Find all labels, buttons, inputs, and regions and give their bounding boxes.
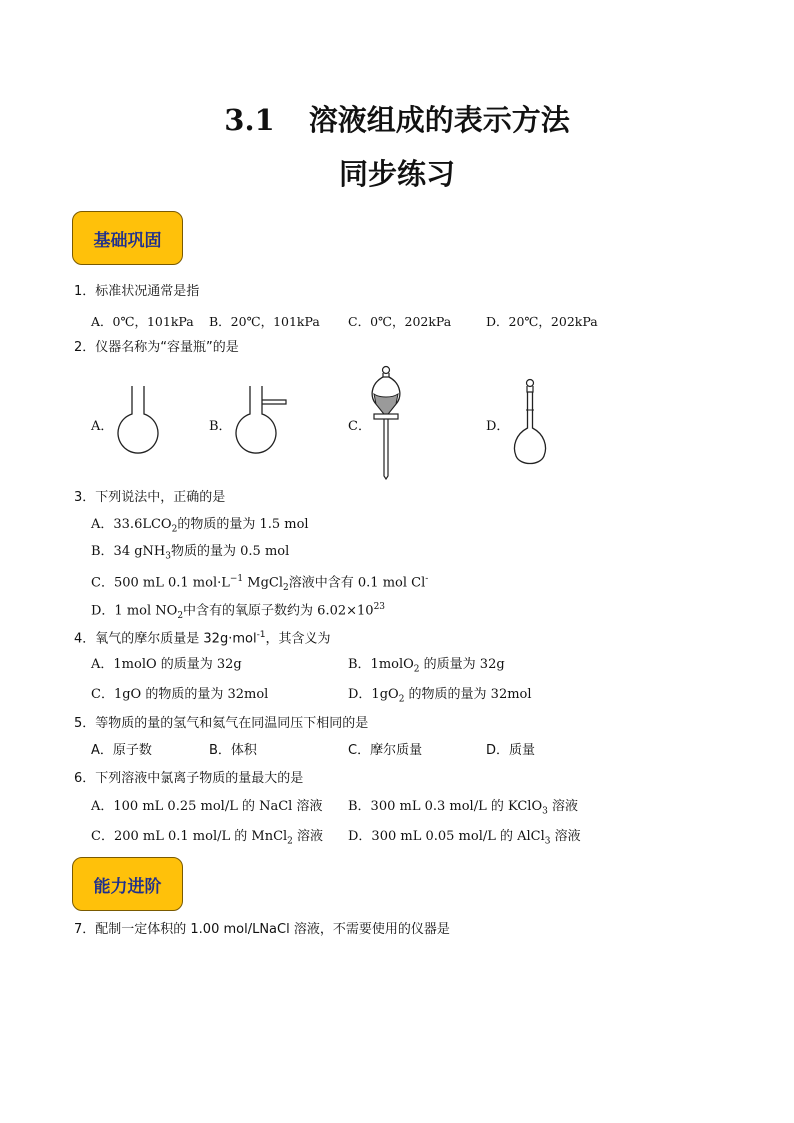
q6c-text-2: 溶液 — [292, 829, 324, 844]
q2-option-d-label: D． — [486, 419, 510, 434]
q2-option-a-label: A． — [91, 419, 114, 434]
q6-option-a: A．100 mL 0.25 mol/L 的 NaCl 溶液 — [91, 799, 323, 814]
volumetric-flask-icon — [510, 376, 550, 468]
q4-option-c: C．1gO 的物质的量为 32mol — [91, 687, 269, 702]
page-title — [0, 98, 794, 139]
q1-option-b: B．20℃，101kPa — [209, 314, 320, 329]
q2-option-b-label: B． — [209, 419, 232, 434]
q4-option-a: A．1molO 的质量为 32g — [91, 657, 242, 672]
q6-option-d — [348, 829, 581, 850]
q6-option-b — [348, 799, 578, 820]
q2-option-c-label: C． — [348, 419, 371, 434]
q3d-text: D．1 mol NO — [91, 603, 178, 619]
q4-stem-text: 4．氧气的摩尔质量是 32g·mol — [74, 631, 257, 647]
q3a-text-2: 的物质的量为 1.5 mol — [177, 517, 309, 532]
q1-option-d: D．20℃，202kPa — [486, 314, 598, 329]
q3d-sup: 23 — [373, 602, 386, 612]
q3a-text: A．33.6LCO — [91, 517, 172, 532]
q5-option-b: B．体积 — [209, 743, 257, 758]
question-7-stem: 7．配制一定体积的 1.00 mol/LNaCl 溶液，不需要使用的仪器是 — [74, 922, 450, 937]
q6c-text: C．200 mL 0.1 mol/L 的 MnCl — [91, 829, 288, 844]
q4-stem-sup: -1 — [256, 630, 266, 640]
q6-option-c — [91, 829, 323, 850]
q4b-text: B．1molO — [348, 657, 414, 672]
q3b-text: B．34 gNH — [91, 544, 166, 559]
q6d-text: D．300 mL 0.05 mol/L 的 AlCl — [348, 829, 545, 844]
question-5-stem: 5．等物质的量的氢气和氦气在同温同压下相同的是 — [74, 716, 369, 731]
section-badge-advanced: 能力进阶 — [72, 857, 183, 911]
q6b-text-2: 溶液 — [547, 799, 578, 814]
q3-option-d — [91, 599, 385, 624]
question-2-stem: 2．仪器名称为“容量瓶”的是 — [74, 340, 239, 355]
q4d-text: D．1gO — [348, 687, 399, 702]
section-badge-basic: 基础巩固 — [72, 211, 183, 265]
q1-option-c: C．0℃，202kPa — [348, 314, 452, 329]
title-text: 溶液组成的表示方法 — [308, 103, 570, 137]
question-1-stem: 1．标准状况通常是指 — [74, 284, 200, 299]
page-subtitle: 同步练习 — [338, 157, 455, 191]
q4-option-d — [348, 687, 532, 708]
round-bottom-flask-icon — [112, 384, 164, 458]
q3-option-a — [91, 517, 309, 538]
q6b-text: B．300 mL 0.3 mol/L 的 KClO — [348, 799, 543, 814]
q3c-sup: −1 — [229, 574, 244, 584]
q3-option-c — [91, 571, 428, 596]
q3d-sub: 2 — [177, 610, 184, 621]
q3c-sub: 2 — [283, 582, 289, 593]
q3c-sup-2: - — [425, 574, 429, 584]
q4-stem-text-2: ，其含义为 — [265, 631, 331, 647]
question-4-stem — [74, 627, 331, 647]
section-number: 3.1 — [224, 103, 275, 137]
q6d-text-2: 溶液 — [550, 829, 581, 844]
q1-option-a: A．0℃，101kPa — [91, 314, 194, 329]
q3-option-b — [91, 544, 289, 565]
q4d-sub: 2 — [398, 694, 405, 705]
q6d-sub: 3 — [544, 836, 551, 847]
q5-option-d: D．质量 — [486, 743, 536, 758]
q5-option-a: A．原子数 — [91, 743, 152, 758]
distilling-flask-icon — [230, 384, 290, 458]
q6c-sub: 2 — [287, 836, 293, 847]
q3c-text-2: MgCl — [243, 575, 284, 591]
q3a-sub: 2 — [171, 524, 178, 535]
q4b-text-2: 的质量为 32g — [419, 657, 505, 672]
separatory-funnel-icon — [366, 364, 406, 480]
question-3-stem: 3．下列说法中，正确的是 — [74, 490, 226, 505]
q4b-sub: 2 — [413, 664, 420, 675]
q4d-text-2: 的物质的量为 32mol — [404, 687, 532, 702]
q3b-text-2: 物质的量为 0.5 mol — [171, 544, 290, 559]
question-6-stem: 6．下列溶液中氯离子物质的量最大的是 — [74, 771, 304, 786]
q6b-sub: 3 — [542, 806, 548, 817]
q3c-text: C．500 mL 0.1 mol·L — [91, 575, 230, 591]
q3d-text-2: 中含有的氧原子数约为 6.02×10 — [183, 603, 374, 619]
q3b-sub: 3 — [165, 551, 171, 562]
q3c-text-3: 溶液中含有 0.1 mol Cl — [288, 575, 426, 591]
q4-option-b — [348, 657, 505, 678]
q5-option-c: C．摩尔质量 — [348, 743, 423, 758]
